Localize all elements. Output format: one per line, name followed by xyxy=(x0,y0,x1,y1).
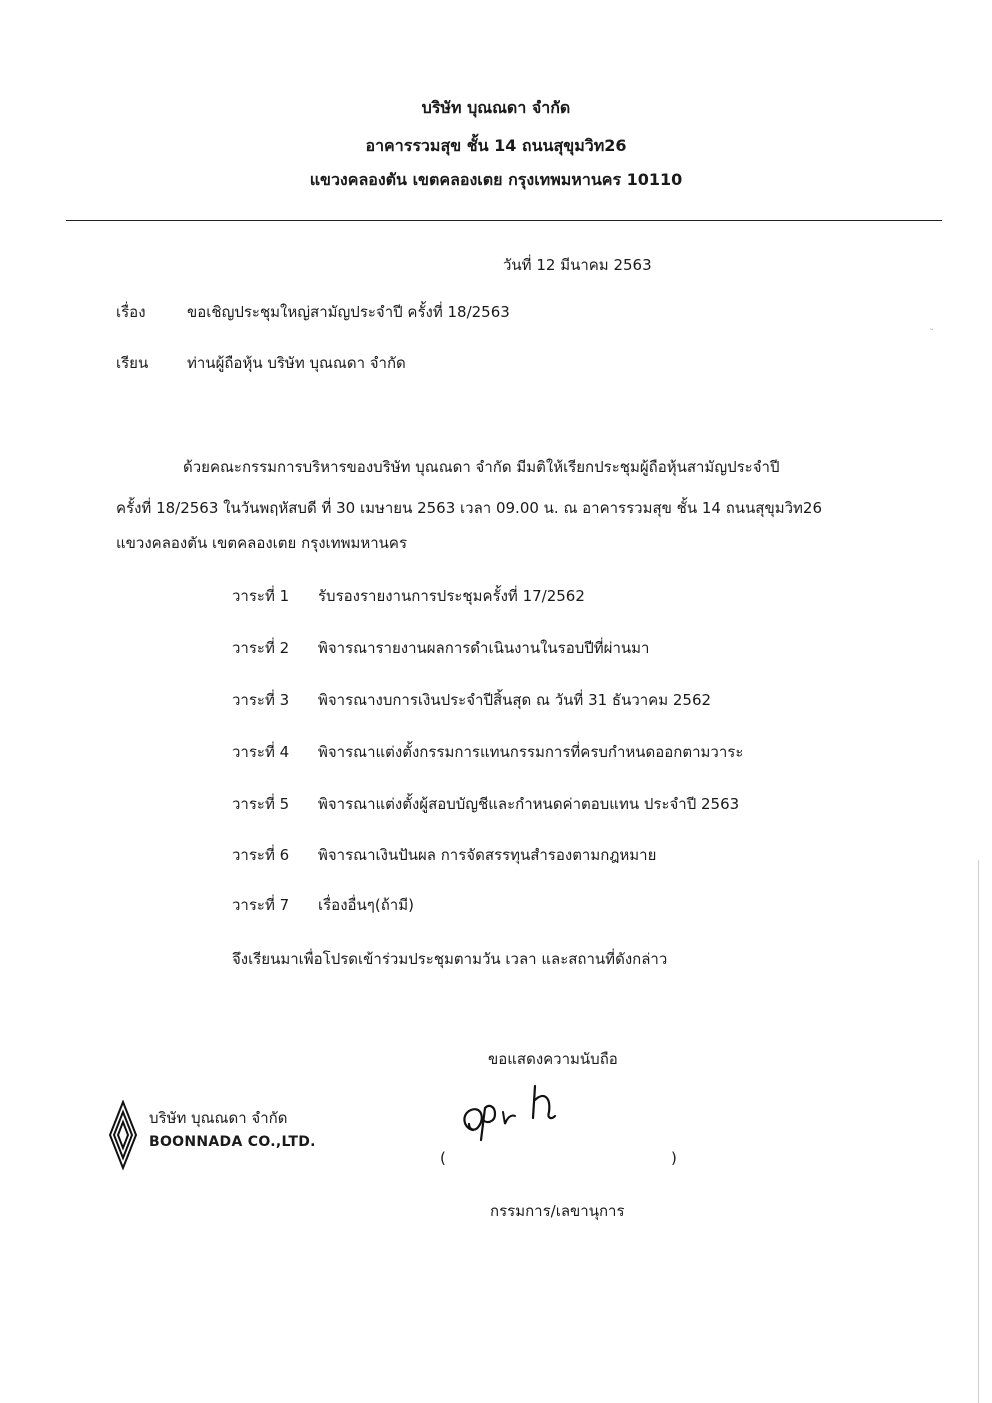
agenda-item xyxy=(232,636,649,660)
agenda-text: พิจารณารายงานผลการดำเนินงานในรอบปีที่ผ่านมา xyxy=(318,639,650,657)
company-name: บริษัท บุณณดา จำกัด xyxy=(421,98,571,117)
agenda-text: รับรองรายงานการประชุมครั้งที่ 17/2562 xyxy=(318,587,585,605)
agenda-item xyxy=(232,792,739,816)
agenda-item xyxy=(232,584,585,608)
address-line-2: แขวงคลองตัน เขตคลองเตย กรุงเทพมหานคร 10110 xyxy=(309,170,683,189)
agenda-item xyxy=(232,843,656,867)
agenda-text: พิจารณาเงินปันผล การจัดสรรทุนสำรองตามกฎหมาย xyxy=(318,846,657,864)
body-line-3: แขวงคลองตัน เขตคลองเตย กรุงเทพมหานคร xyxy=(116,534,408,552)
agenda-text: พิจารณาแต่งตั้งผู้สอบบัญชีและกำหนดค่าตอบแทน ประจำปี 2563 xyxy=(318,795,740,813)
agenda-text: เรื่องอื่นๆ(ถ้ามี) xyxy=(318,896,414,914)
name-open-paren: ( xyxy=(440,1149,446,1167)
recipient-text: ท่านผู้ถือหุ้น บริษัท บุณณดา จำกัด xyxy=(187,354,406,372)
subject-text: ขอเชิญประชุมใหญ่สามัญประจำปี ครั้งที่ 18/2563 xyxy=(187,303,510,321)
agenda-item xyxy=(232,893,414,917)
recipient-label: เรียน xyxy=(116,354,149,372)
body-line-1: ด้วยคณะกรรมการบริหารของบริษัท บุณณดา จำกัด มีมติให้เรียกประชุมผู้ถือหุ้นสามัญประจำปี xyxy=(183,458,780,476)
agenda-text: พิจารณางบการเงินประจำปีสิ้นสุด ณ วันที่ 31 ธันวาคม 2562 xyxy=(318,691,712,709)
agenda-item xyxy=(232,740,743,764)
agenda-number: วาระที่ 4 xyxy=(232,743,290,761)
company-logo-diamond-icon xyxy=(108,1100,138,1170)
stamp-name-th: บริษัท บุณณดา จำกัด xyxy=(149,1109,288,1127)
signoff-text: ขอแสดงความนับถือ xyxy=(488,1050,618,1068)
address-line-1: อาคารรวมสุข ชั้น 14 ถนนสุขุมวิท26 xyxy=(365,136,627,155)
agenda-number: วาระที่ 5 xyxy=(232,795,290,813)
agenda-text: พิจารณาแต่งตั้งกรรมการแทนกรรมการที่ครบกำหนดออกตามวาระ xyxy=(318,743,744,761)
subject-label: เรื่อง xyxy=(116,303,146,321)
agenda-number: วาระที่ 1 xyxy=(232,587,290,605)
agenda-number: วาระที่ 3 xyxy=(232,691,290,709)
agenda-number: วาระที่ 2 xyxy=(232,639,290,657)
scan-edge-line xyxy=(978,860,979,1403)
handwritten-signature xyxy=(455,1078,585,1148)
signer-title: กรรมการ/เลขานุการ xyxy=(490,1202,625,1220)
name-close-paren: ) xyxy=(671,1149,677,1167)
agenda-item xyxy=(232,688,711,712)
agenda-number: วาระที่ 6 xyxy=(232,846,290,864)
closing-text: จึงเรียนมาเพื่อโปรดเข้าร่วมประชุมตามวัน เวลา และสถานที่ดังกล่าว xyxy=(232,950,668,968)
letter-date: วันที่ 12 มีนาคม 2563 xyxy=(503,256,652,274)
stamp-name-en: BOONNADA CO.,LTD. xyxy=(149,1134,316,1150)
body-line-2: ครั้งที่ 18/2563 ในวันพฤหัสบดี ที่ 30 เมษายน 2563 เวลา 09.00 น. ณ อาคารรวมสุข ชั้น 14 ถนนสุขุมวิท26 xyxy=(116,499,822,517)
header-divider xyxy=(66,220,942,221)
scan-speck: ᵕ xyxy=(930,326,934,336)
agenda-number: วาระที่ 7 xyxy=(232,896,290,914)
